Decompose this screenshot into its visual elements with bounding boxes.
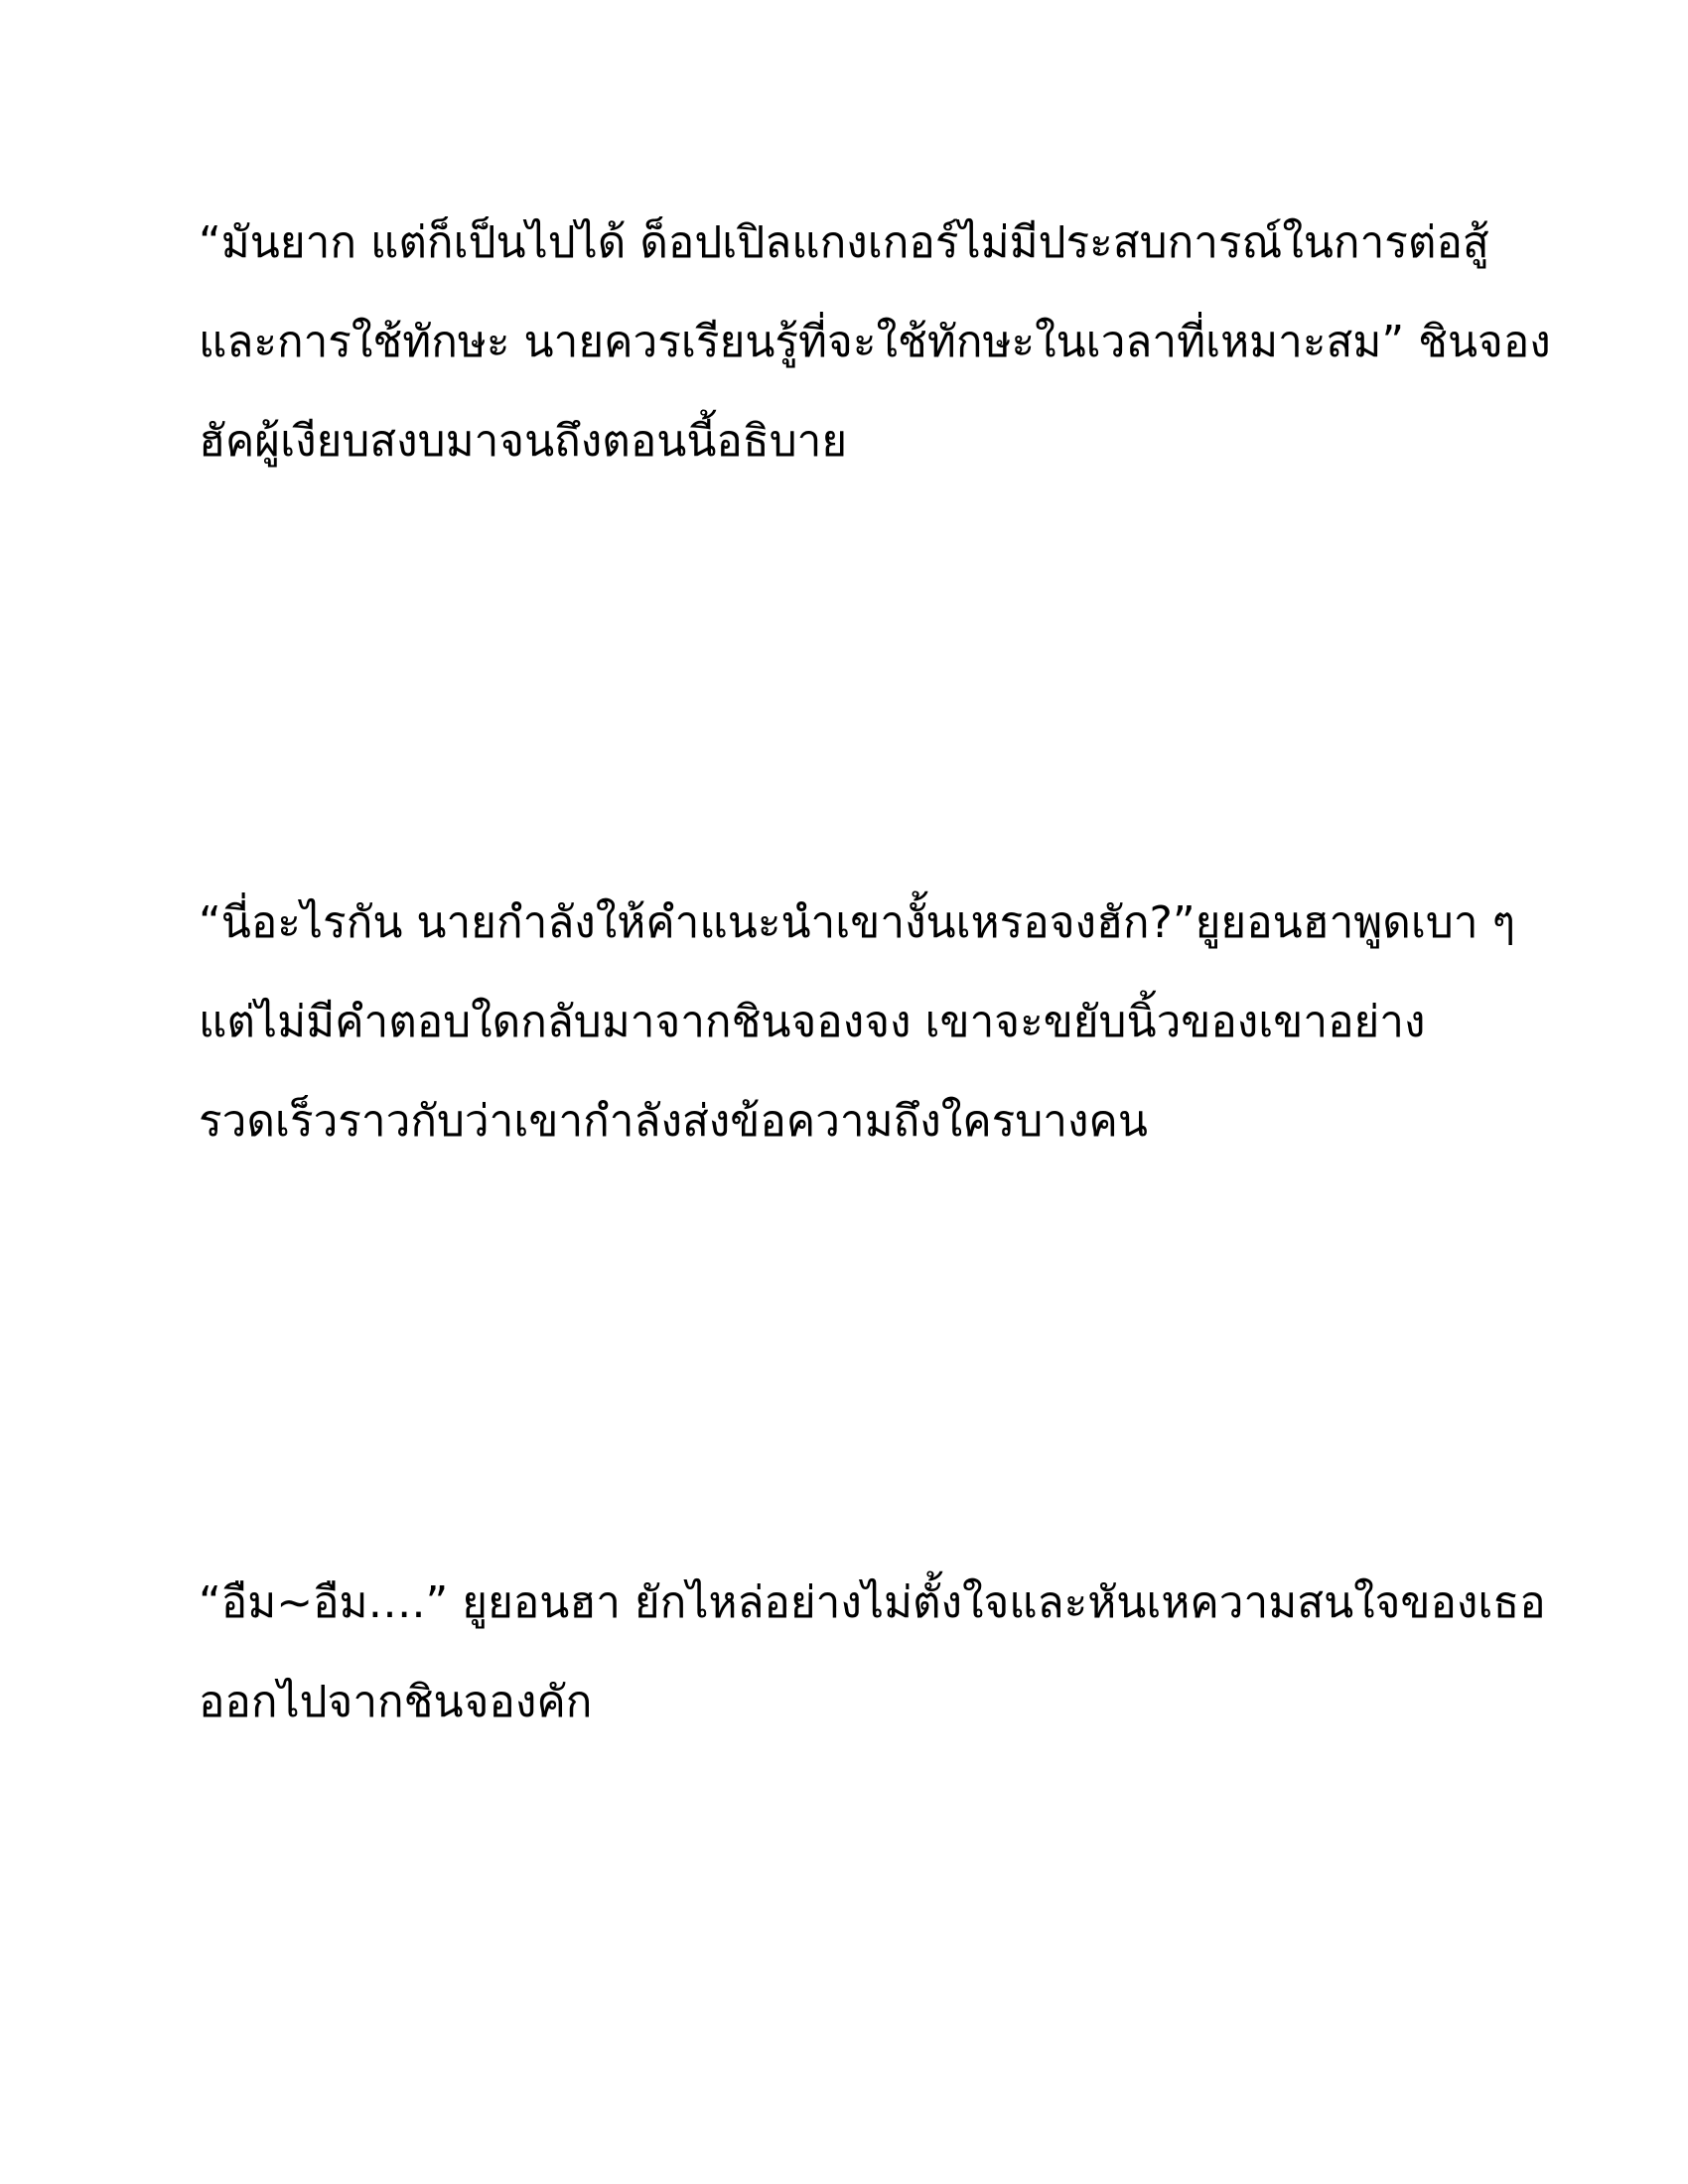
paragraph-line: ฮัคผู้เงียบสงบมาจนถึงตอนนี้อธิบาย [199,416,848,467]
paragraph-line: และการใช้ทักษะ นายควรเรียนรู้ที่จะใช้ทักษะในเวลาที่เหมาะสม” ชินจอง [199,317,1551,367]
paragraph-line: แต่ไม่มีคำตอบใดกลับมาจากชินจองจง เขาจะขยับนิ้วของเขาอย่าง [199,997,1426,1047]
paragraph-line: ออกไปจากชินจองคัก [199,1677,593,1727]
paragraph-3 [199,1554,1546,1752]
paragraph-line: “อืม~อืม….” ยูยอนฮา ยักไหล่อย่างไม่ตั้งใจและหันเหความสนใจของเธอ [199,1577,1546,1628]
paragraph-line: รวดเร็วราวกับว่าเขากำลังส่งข้อความถึงใครบางคน [199,1096,1148,1147]
paragraph-1 [199,194,1551,491]
paragraph-line: “มันยาก แต่ก็เป็นไปได้ ด็อปเปิลแกงเกอร์ไม่มีประสบการณ์ในการต่อสู้ [199,217,1489,268]
paragraph-2 [199,874,1516,1171]
paragraph-line: “นี่อะไรกัน นายกำลังให้คำแนะนำเขางั้นเหรอจงฮัก?”ยูยอนฮาพูดเบา ๆ [199,897,1516,948]
